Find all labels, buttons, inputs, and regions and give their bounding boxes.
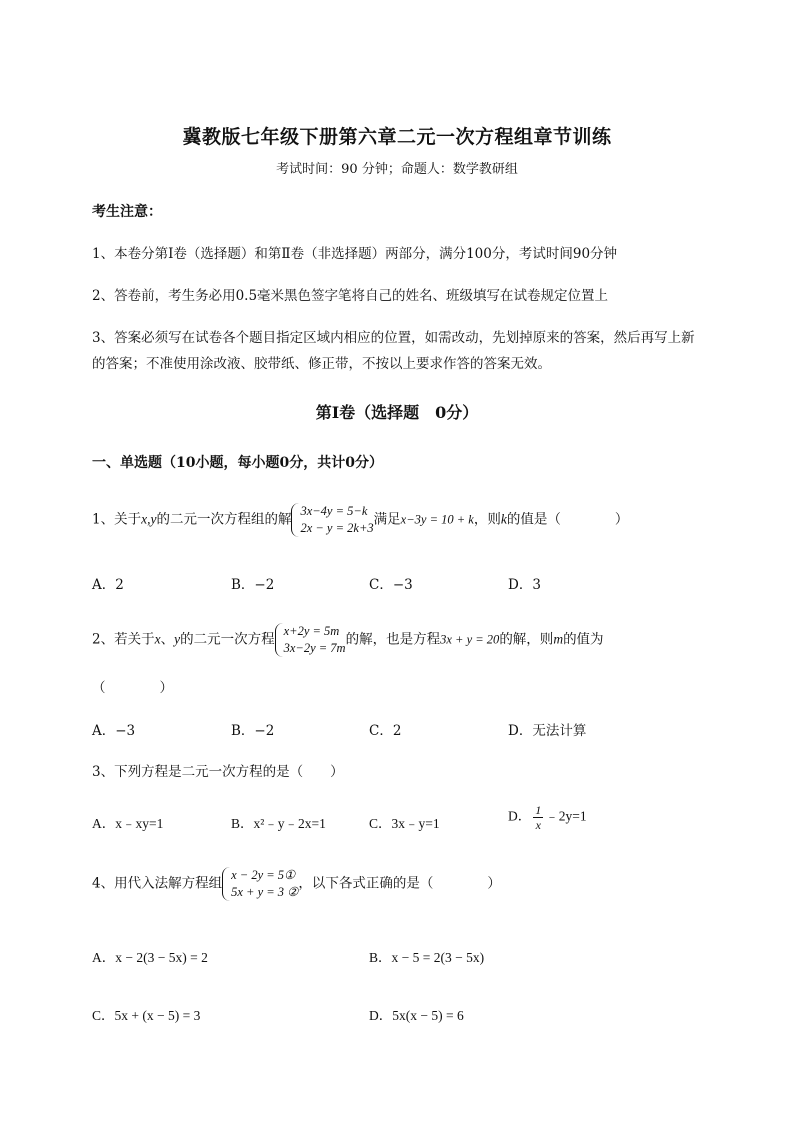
q1-tail2: 的值是（ ） — [506, 511, 629, 528]
q3-option-d-fraction — [533, 803, 543, 832]
question-2 — [92, 623, 604, 657]
question-3: 3、下列方程是二元一次方程的是（ ） — [92, 764, 344, 780]
part-title: 一、单选题（10小题，每小题0分，共计0分） — [92, 455, 383, 471]
q3-option-a[interactable]: A．x﹣xy=1 — [92, 816, 164, 831]
q3-option-d-label: D． — [508, 808, 532, 824]
q2-prefix: 2、若关于 — [92, 631, 155, 648]
q1-condition: x−3y = 10 + k — [400, 512, 474, 527]
q3-option-d-rest: ﹣2y=1 — [545, 808, 587, 824]
notice-heading: 考生注意： — [92, 204, 162, 220]
q2-option-c[interactable]: C．2 — [369, 723, 402, 739]
q2-option-a[interactable]: A．−3 — [92, 723, 136, 739]
q4-option-a[interactable]: A．x − 2(3 − 5x) = 2 — [92, 950, 208, 965]
q4-eq2: 5x + y = 3 ② — [231, 885, 299, 899]
question-4 — [92, 867, 501, 901]
notice-item-3: 3、答案必须写在试卷各个题目指定区域内相应的位置，如需改动，先划掉原来的答案，然后再写上新 — [92, 330, 695, 346]
q1-k: k — [500, 511, 507, 527]
section-title: 第I卷（选择题 0分） — [315, 403, 479, 422]
q1-eq2: 2x − y = 2k+3 — [300, 521, 374, 535]
q2-sep: 、 — [160, 631, 175, 648]
q2-condition: 3x + y = 20 — [440, 632, 500, 647]
q2-eq1: x+2y = 5m — [283, 624, 340, 638]
q2-brace — [275, 623, 284, 657]
q1-equation-system — [291, 503, 373, 537]
q4-option-c[interactable]: C．5x + (x − 5) = 3 — [92, 1008, 201, 1023]
q4-option-d[interactable]: D．5x(x − 5) = 6 — [369, 1008, 464, 1023]
notice-item-1: 1、本卷分第I卷（选择题）和第Ⅱ卷（非选择题）两部分，满分100分，考试时间90分钟 — [92, 246, 618, 262]
q1-tail1: ，则 — [473, 511, 501, 528]
q2-option-b[interactable]: B．−2 — [231, 723, 275, 739]
q3-frac-den: x — [535, 818, 541, 832]
page-title: 冀教版七年级下册第六章二元一次方程组章节训练 — [182, 126, 612, 148]
q1-option-d[interactable]: D．3 — [508, 577, 541, 593]
q4-prefix: 4、用代入法解方程组 — [92, 875, 223, 892]
q1-brace — [291, 503, 300, 537]
q3-option-b[interactable]: B．x²﹣y﹣2x=1 — [231, 816, 326, 831]
q2-eq2: 3x−2y = 7m — [283, 641, 346, 655]
q1-mid: 的二元一次方程组的解 — [156, 511, 292, 528]
q1-option-c[interactable]: C．−3 — [369, 577, 413, 593]
q2-answer-paren: （ ） — [92, 680, 173, 696]
q2-option-d[interactable]: D．无法计算 — [508, 723, 587, 739]
q3-option-c[interactable]: C．3x﹣y=1 — [369, 816, 440, 831]
q2-tail1: 的解，则 — [499, 631, 554, 648]
q4-equation-system — [222, 867, 298, 901]
q1-after: 满足 — [373, 511, 401, 528]
q3-frac-num: 1 — [535, 803, 542, 817]
q1-vars: x,y — [141, 511, 157, 527]
q4-eq1: x − 2y = 5① — [231, 868, 296, 882]
notice-item-3-cont: 的答案；不准使用涂改液、胶带纸、修正带，不按以上要求作答的答案无效。 — [92, 356, 551, 372]
q3-option-d[interactable] — [508, 803, 587, 832]
q2-tail2: 的值为 — [563, 631, 604, 648]
q1-eq1: 3x−4y = 5−k — [300, 504, 368, 518]
exam-info: 考试时间：90 分钟；命题人：数学教研组 — [276, 162, 518, 177]
q2-after: 的解，也是方程 — [345, 631, 441, 648]
q4-brace — [222, 867, 231, 901]
q2-y: y — [174, 631, 181, 647]
q1-prefix: 1、关于 — [92, 511, 142, 528]
notice-item-2: 2、答卷前，考生务必用0.5毫米黑色签字笔将自己的姓名、班级填写在试卷规定位置上 — [92, 288, 609, 304]
q1-option-a[interactable]: A．2 — [92, 577, 124, 593]
q2-mid: 的二元一次方程 — [180, 631, 275, 648]
q2-equation-system — [275, 623, 346, 657]
q1-option-b[interactable]: B．−2 — [231, 577, 275, 593]
question-1 — [92, 503, 628, 537]
q2-x: x — [154, 631, 161, 647]
q2-m: m — [553, 631, 564, 647]
q4-option-b[interactable]: B．x − 5 = 2(3 − 5x) — [369, 950, 485, 965]
q4-tail: ，以下各式正确的是（ ） — [298, 875, 501, 892]
